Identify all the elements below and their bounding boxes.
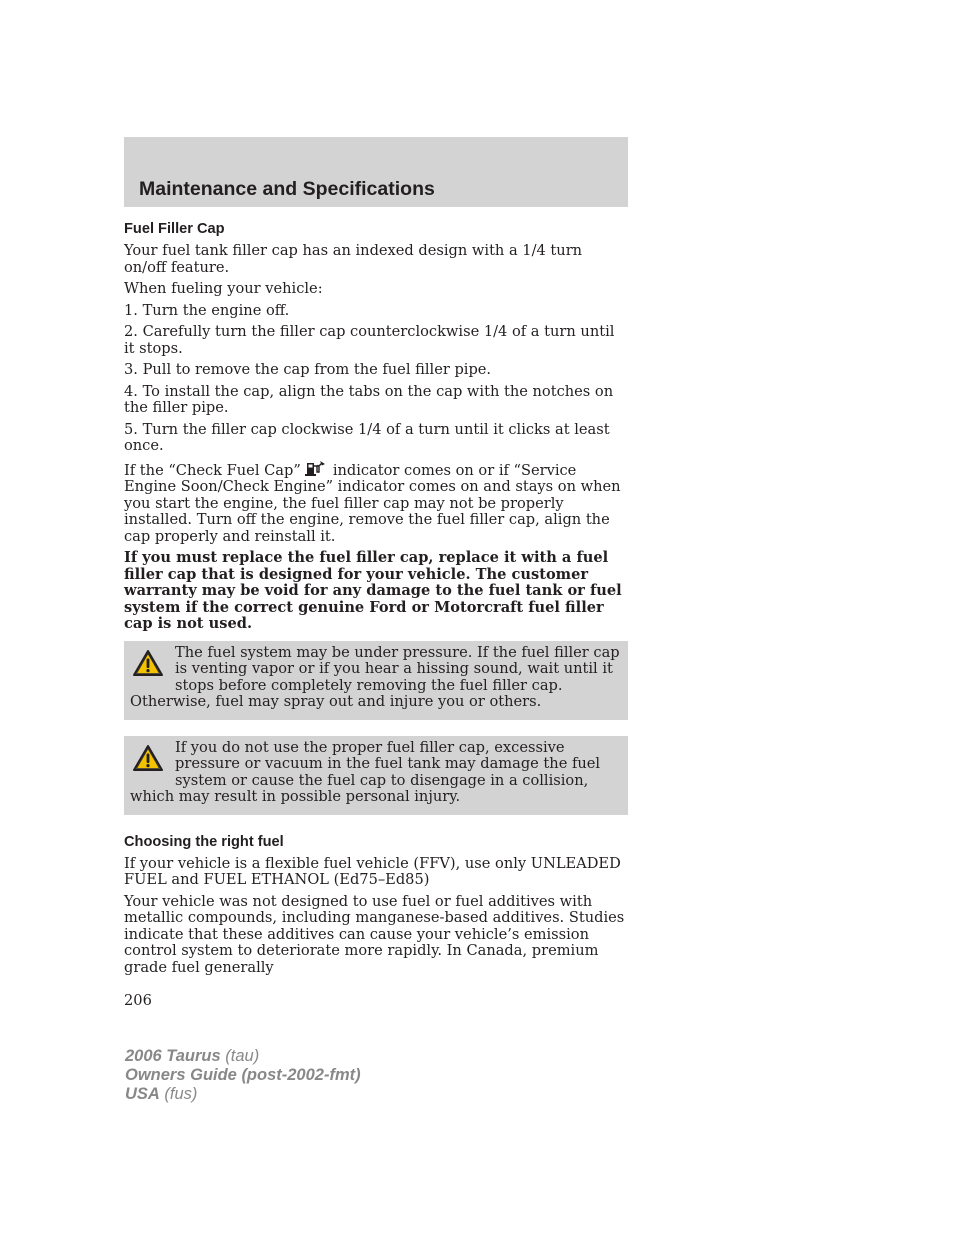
footer-market: USA [125, 1085, 160, 1103]
footer-guide: Owners Guide (post-2002-fmt) [125, 1066, 361, 1084]
check-fuel-cap-paragraph [124, 460, 628, 546]
warning-box-pressure [124, 641, 628, 720]
section-header [124, 137, 628, 207]
step-5: 5. Turn the filler cap clockwise 1/4 of a turn until it clicks at least once. [124, 420, 610, 454]
fuel-cap-intro: Your fuel tank filler cap has an indexed design with a 1/4 turn on/off feature. [124, 242, 583, 276]
warning-text-proper-cap: If you do not use the proper fuel filler cap, excessive pressure or vacuum in the fuel tank may damage the fuel system or cause the fuel cap to disengage in a collision, which may result in possible personal injury. [130, 738, 601, 805]
page-number: 206 [124, 992, 152, 1009]
choosing-fuel-heading: Choosing the right fuel [124, 833, 284, 850]
fuel-pump-icon [305, 460, 327, 476]
warning-text-pressure: The fuel system may be under pressure. If the fuel filler cap is venting vapor or if you hear a hissing sound, wait until it stops before completely removing the fuel filler cap. Otherwise, fuel may spray out and injure you or others. [130, 643, 620, 710]
warning-triangle-icon [132, 649, 164, 677]
ffv-paragraph: If your vehicle is a flexible fuel vehicle (FFV), use only UNLEADED FUEL and FUEL ETHANOL (Ed75–Ed85) [124, 854, 621, 888]
step-2: 2. Carefully turn the filler cap counterclockwise 1/4 of a turn until it stops. [124, 323, 615, 357]
indicator-text-after: indicator comes on or if “Service Engine Soon/Check Engine” indicator comes on and stays on when you start the engine, the fuel filler cap may not be properly installed. Turn off the engine, remove the fuel filler cap, align the cap properly and reinstall it. [124, 461, 621, 545]
step-1: 1. Turn the engine off. [124, 301, 290, 319]
step-4: 4. To install the cap, align the tabs on the cap with the notches on the filler pipe. [124, 382, 614, 416]
fuel-filler-cap-heading: Fuel Filler Cap [124, 221, 225, 237]
footer-model: 2006 Taurus [125, 1047, 221, 1065]
additives-paragraph: Your vehicle was not designed to use fuel or fuel additives with metallic compounds, including manganese-based additives. Studies indicate that these additives can cause your vehicle’s emission control system to deteriorate more rapidly. In Canada, premium grade fuel generally [124, 892, 625, 976]
footer-model-code: (tau) [220, 1047, 260, 1065]
footer-market-code: (fus) [159, 1085, 198, 1103]
step-3: 3. Pull to remove the cap from the fuel filler pipe. [124, 361, 492, 378]
warning-triangle-icon [132, 744, 164, 772]
replacement-cap-note: If you must replace the fuel filler cap, replace it with a fuel filler cap that is designed for your vehicle. The customer warranty may be void for any damage to the fuel tank or fuel system if the correct genuine Ford or Motorcraft fuel filler cap is not used. [124, 549, 622, 632]
document-footer [125, 1047, 361, 1104]
section-title: Maintenance and Specifications [139, 178, 435, 200]
footer-line-model [125, 1047, 361, 1066]
footer-line-market [125, 1085, 361, 1104]
warning-box-proper-cap [124, 736, 628, 815]
footer-line-guide [125, 1066, 361, 1085]
page-content [124, 220, 628, 1010]
when-fueling-text: When fueling your vehicle: [124, 280, 323, 297]
indicator-text-before: If the “Check Fuel Cap” [124, 461, 301, 479]
